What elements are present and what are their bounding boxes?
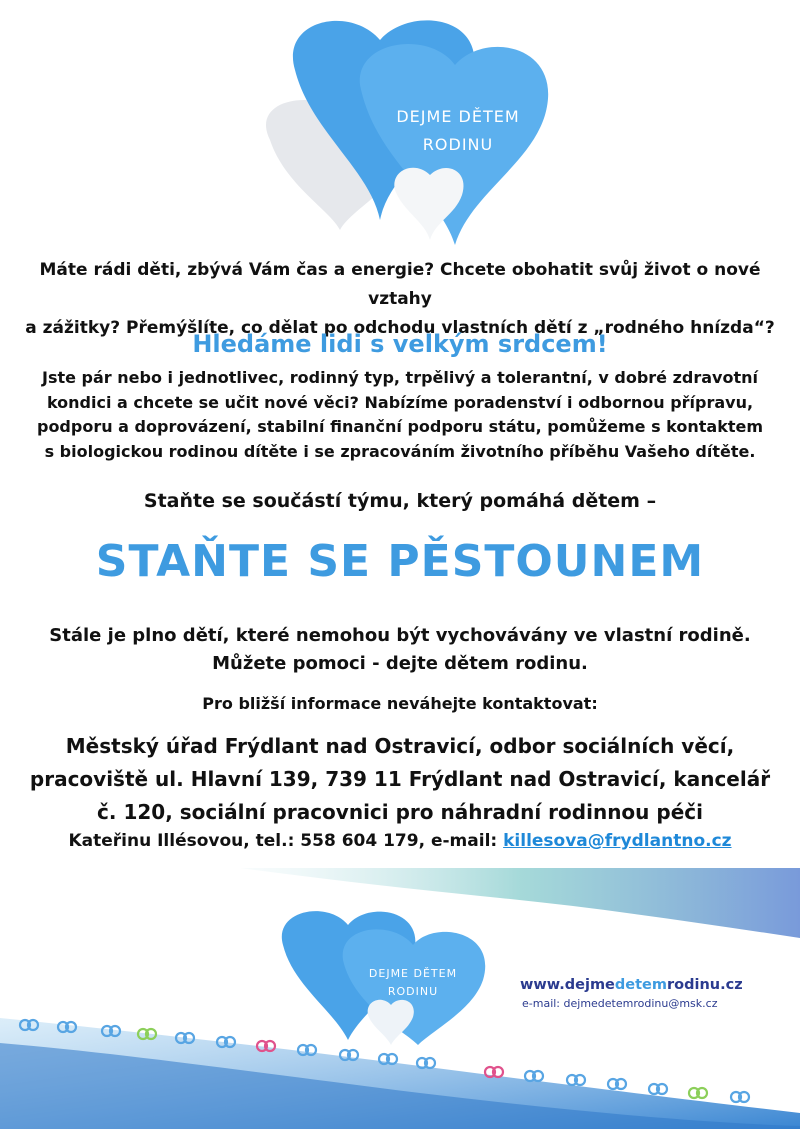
url-suffix: rodinu.cz: [667, 977, 743, 993]
footer-email-address[interactable]: dejmedetemrodinu@msk.cz: [563, 997, 718, 1010]
description-line: podporu a doprovázení, stabilní finanční podporu státu, pomůžeme s kontaktem: [36, 417, 764, 436]
footer-email-label: e-mail:: [522, 997, 561, 1010]
contact-prompt: Pro bližší informace neváhejte kontaktovat:: [202, 694, 598, 713]
url-prefix: www.dejme: [520, 977, 615, 993]
description-paragraph: [20, 366, 780, 464]
children-line: Stále je plno dětí, které nemohou být vychovávány ve vlastní rodině.: [49, 625, 751, 646]
intro-line: a zážitky? Přemýšlíte, co dělat po odchodu vlastních dětí z „rodného hnízda“?: [25, 318, 775, 338]
main-headline: STAŇTE SE PĚSTOUNEM: [95, 536, 705, 587]
slogan-heading: Hledáme lidi s velkým srdcem!: [192, 330, 608, 358]
footer-email: [522, 997, 782, 1010]
logo-text-line1: DEJME DĚTEM: [396, 107, 520, 126]
children-line: Můžete pomoci - dejte dětem rodinu.: [212, 653, 588, 674]
office-address: [20, 730, 780, 829]
footer-logo-line2: RODINU: [387, 985, 439, 998]
intro-line: Máte rádi děti, zbývá Vám čas a energie? Chcete obohatit svůj život o nové vztahy: [39, 260, 761, 309]
description-line: s biologickou rodinou dítěte i se zpracováním životního příběhu Vašeho dítěte.: [44, 441, 756, 461]
footer-website-link[interactable]: [520, 977, 780, 993]
footer-logo: [268, 905, 508, 1045]
office-line: Městský úřad Frýdlant nad Ostravicí, odbor sociálních věcí,: [65, 734, 735, 758]
url-accent: detem: [614, 977, 667, 993]
footer-logo-line1: DEJME DĚTEM: [368, 967, 458, 980]
description-line: Jste pár nebo i jednotlivec, rodinný typ, trpělivý a tolerantní, v dobré zdravotní: [42, 368, 758, 387]
team-line: Staňte se součástí týmu, který pomáhá dětem –: [143, 490, 657, 512]
logo-text-line2: RODINU: [422, 135, 494, 154]
children-paragraph: [20, 622, 780, 678]
contact-person: [20, 831, 780, 851]
contact-person-text: Kateřinu Illésovou, tel.: 558 604 179, e-mail:: [68, 831, 504, 851]
office-line: pracoviště ul. Hlavní 139, 739 11 Frýdlant nad Ostravicí, kancelář: [29, 767, 771, 791]
heart-white-icon: [368, 1000, 414, 1045]
logo-dejme-detem-rodinu: [230, 0, 590, 250]
description-line: kondici a chcete se učit nové věci? Nabízíme poradenství i odbornou přípravu,: [46, 392, 754, 412]
office-line: č. 120, sociální pracovnici pro náhradní rodinnou péči: [97, 800, 703, 824]
contact-email-link[interactable]: killesova@frydlantno.cz: [503, 831, 732, 851]
